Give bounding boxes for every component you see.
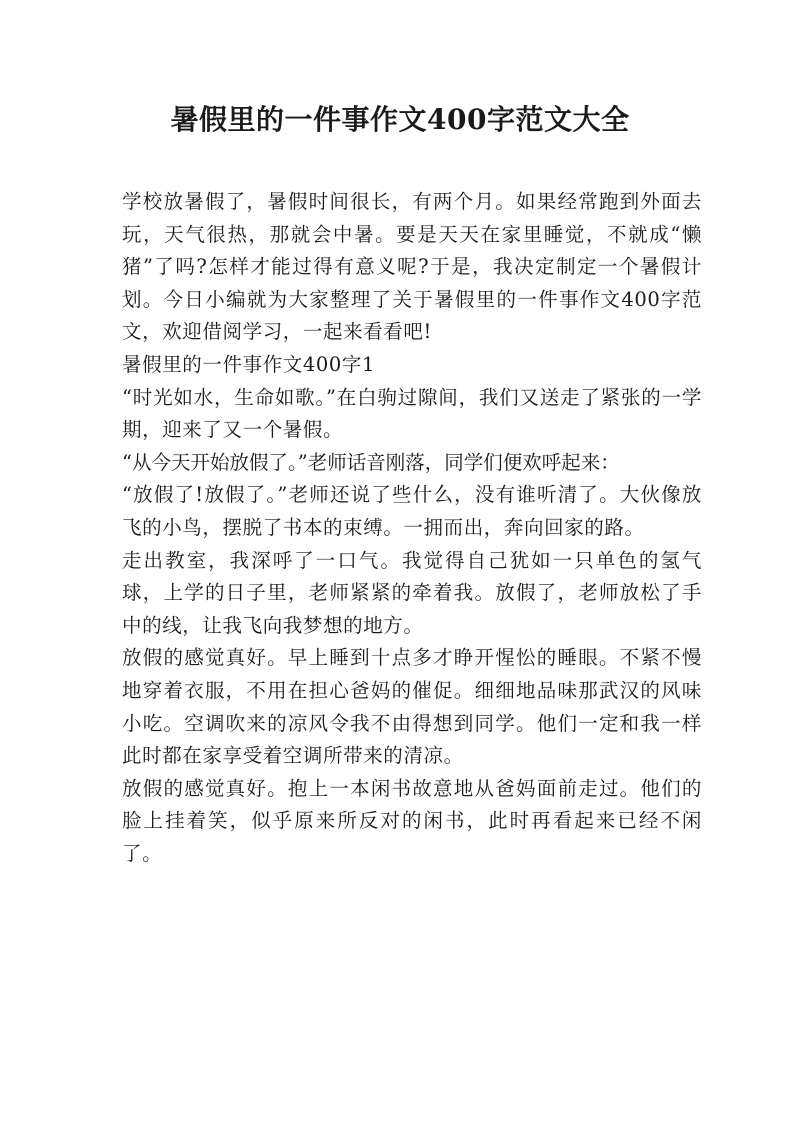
body-paragraph: 放假的感觉真好。早上睡到十点多才睁开惺忪的睡眼。不紧不慢地穿着衣服，不用在担心爸妈的催促。细细地品味那武汉的风味小吃。空调吹来的凉风令我不由得想到同学。他们一定和我一样此时都在家享受着空调所带来的清凉。 [122, 646, 702, 768]
intro-paragraph: 学校放暑假了，暑假时间很长，有两个月。如果经常跑到外面去玩，天气很热，那就会中暑。要是天天在家里睡觉，不就成“懒猪”了吗?怎样才能过得有意义呢?于是，我决定制定一个暑假计划。今日小编就为大家整理了关于暑假里的一件事作文400字范文，欢迎借阅学习，一起来看看吧! [122, 190, 702, 344]
body-paragraph: 放假的感觉真好。抱上一本闲书故意地从爸妈面前走过。他们的脸上挂着笑，似乎原来所反对的闲书，此时再看起来已经不闲了。 [122, 776, 702, 865]
body-paragraph: “从今天开始放假了。”老师话音刚落，同学们便欢呼起来： [122, 450, 620, 474]
body-paragraph: 走出教室，我深呼了一口气。我觉得自己犹如一只单色的氢气球，上学的日子里，老师紧紧的牵着我。放假了，老师放松了手中的线，让我飞向我梦想的地方。 [122, 548, 702, 637]
body-paragraph: “放假了!放假了。”老师还说了些什么，没有谁听清了。大伙像放飞的小鸟，摆脱了书本的束缚。一拥而出，奔向回家的路。 [122, 483, 702, 539]
document-title: 暑假里的一件事作文400字范文大全 [170, 103, 630, 136]
document-body [122, 186, 702, 870]
body-paragraph: “时光如水，生命如歌。”在白驹过隙间，我们又送走了紧张的一学期，迎来了又一个暑假。 [122, 385, 702, 442]
section-heading: 暑假里的一件事作文400字1 [122, 352, 376, 376]
